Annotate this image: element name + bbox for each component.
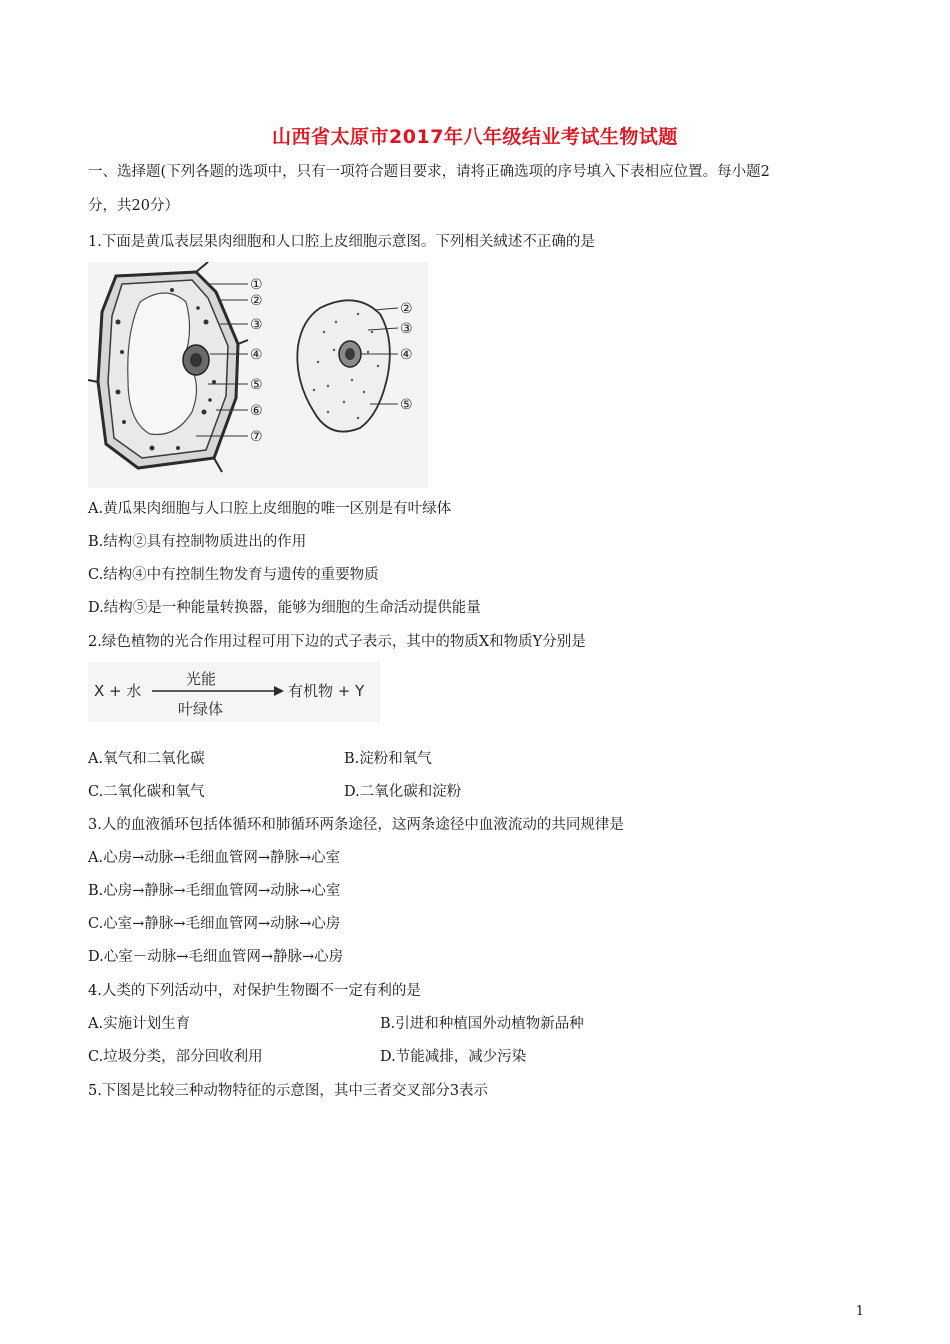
q3-option-c: C.心室→静脉→毛细血管网→动脉→心房 xyxy=(88,916,341,932)
plant-label-5: ⑤ xyxy=(250,377,263,393)
cell-diagram-figure xyxy=(88,262,428,488)
q2-option-c: C.二氧化碳和氧气 xyxy=(88,784,205,800)
q5-stem: 5.下图是比较三种动物特征的示意图，其中三者交叉部分3表示 xyxy=(88,1083,489,1099)
q4-option-a: A.实施计划生育 xyxy=(88,1016,191,1032)
plant-label-4: ④ xyxy=(250,347,263,363)
q2-option-a: A.氧气和二氧化碳 xyxy=(88,751,205,767)
q4-option-d: D.节能减排，减少污染 xyxy=(380,1049,527,1065)
photosynthesis-equation xyxy=(88,662,380,722)
q2-option-d: D.二氧化碳和淀粉 xyxy=(344,784,462,800)
q1-option-a: A.黄瓜果肉细胞与人口腔上皮细胞的唯一区别是有叶绿体 xyxy=(88,501,452,517)
q3-option-a: A.心房→动脉→毛细血管网→静脉→心室 xyxy=(88,850,341,866)
q2-stem: 2.绿色植物的光合作用过程可用下边的式子表示，其中的物质X和物质Y分别是 xyxy=(88,634,586,650)
q1-option-c: C.结构④中有控制生物发育与遗传的重要物质 xyxy=(88,567,379,583)
section-instruction-line2: 分，共20分） xyxy=(88,198,179,214)
q4-option-b: B.引进和种植国外动植物新品种 xyxy=(380,1016,584,1032)
plant-label-3: ③ xyxy=(250,317,263,333)
q3-option-b: B.心房→静脉→毛细血管网→动脉→心室 xyxy=(88,883,341,899)
q1-option-b: B.结构②具有控制物质进出的作用 xyxy=(88,534,307,550)
q1-option-d: D.结构⑤是一种能量转换器，能够为细胞的生命活动提供能量 xyxy=(88,600,481,616)
animal-label-3: ③ xyxy=(400,321,413,337)
plant-label-7: ⑦ xyxy=(250,429,263,445)
q3-stem: 3.人的血液循环包括体循环和肺循环两条途径，这两条途径中血液流动的共同规律是 xyxy=(88,817,624,833)
equation-below-arrow: 叶绿体 xyxy=(178,700,224,718)
plant-label-1: ① xyxy=(250,277,263,293)
q3-option-d: D.心室－动脉→毛细血管网→静脉→心房 xyxy=(88,949,344,965)
q1-stem: 1.下面是黄瓜表层果肉细胞和人口腔上皮细胞示意图。下列相关絨述不正确的是 xyxy=(88,234,595,250)
page-title: 山西省太原市2017年八年级结业考试生物试题 xyxy=(272,126,678,148)
q2-option-b: B.淀粉和氧气 xyxy=(344,751,432,767)
plant-label-2: ② xyxy=(250,293,263,309)
q4-stem: 4.人类的下列活动中，对保护生物圈不一定有利的是 xyxy=(88,983,421,999)
page-number: 1 xyxy=(855,1304,864,1319)
equation-above-arrow: 光能 xyxy=(186,670,217,688)
animal-label-2: ② xyxy=(400,301,413,317)
animal-label-5: ⑤ xyxy=(400,397,413,413)
animal-label-4: ④ xyxy=(400,347,413,363)
equation-left: X + 水 xyxy=(94,682,142,700)
plant-label-6: ⑥ xyxy=(250,403,263,419)
equation-right: 有机物 + Y xyxy=(288,682,365,700)
section-instruction-line1: 一、选择题(下列各题的选项中，只有一项符合题目要求，请将正确选项的序号填入下表相应位置。每小题2 xyxy=(88,164,770,180)
q4-option-c: C.垃圾分类，部分回收利用 xyxy=(88,1049,263,1065)
